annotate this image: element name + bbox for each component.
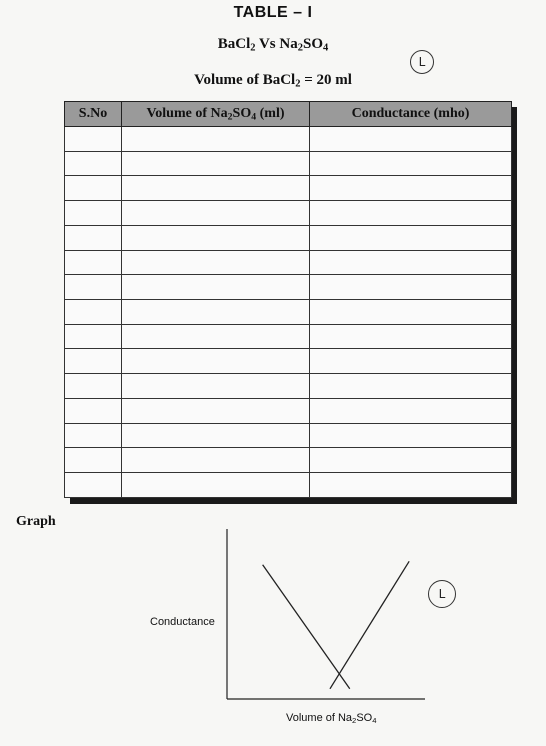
series-line-2 bbox=[330, 561, 409, 689]
header-conductance: Conductance (mho) bbox=[310, 102, 512, 127]
handwritten-mark-graph: L bbox=[428, 580, 456, 608]
page-title: TABLE – I bbox=[233, 4, 313, 21]
series-line-1 bbox=[263, 565, 350, 689]
header-volume: Volume of $Na_2SO_4$ (ml) bbox=[122, 102, 310, 127]
handwritten-mark: L bbox=[410, 50, 434, 74]
subtitle: BaCl$_2$ Vs $Na_2SO_4$ bbox=[217, 36, 329, 54]
y-axis-label: Conductance bbox=[150, 616, 215, 628]
header-sno: S.No bbox=[65, 102, 122, 127]
x-axis-label: Volume of $Na_2SO_4$ bbox=[286, 712, 377, 725]
graph-heading: Graph bbox=[16, 514, 56, 529]
volume-line: Volume of BaCl$_2$ = 20 ml bbox=[194, 72, 352, 90]
